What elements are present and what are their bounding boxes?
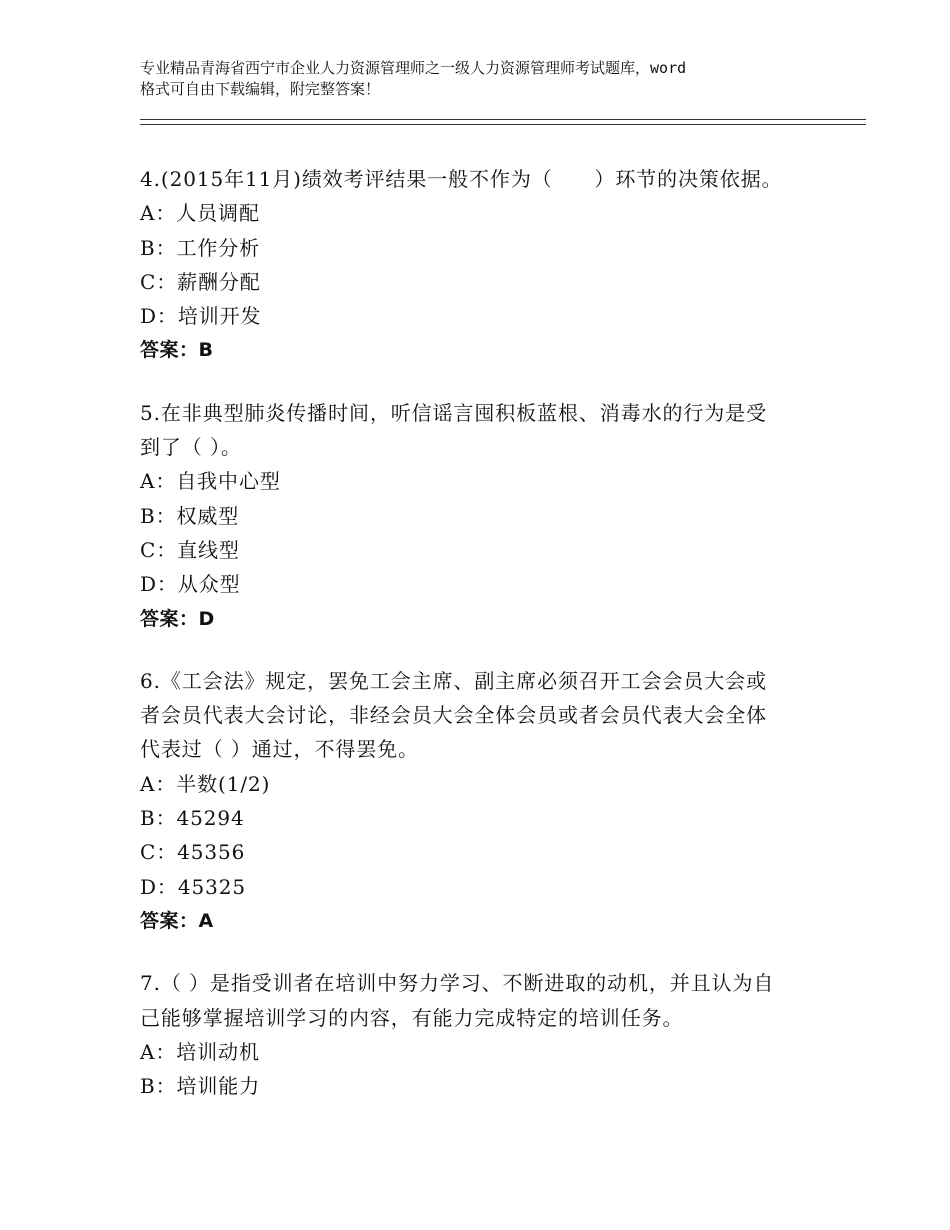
option-a: A：半数(1/2): [140, 771, 271, 796]
question-5: [140, 396, 840, 636]
answer-line: 答案：B: [140, 339, 214, 362]
question-7: [140, 966, 840, 1103]
answer-line: 答案：D: [140, 607, 215, 630]
question-stem: 7.（ ）是指受训者在培训中努力学习、不断进取的动机，并且认为自: [140, 971, 775, 996]
option-c: C：薪酬分配: [140, 269, 261, 294]
option-d: D：从众型: [140, 572, 241, 597]
question-stem: 己能够掌握培训学习的内容，有能力完成特定的培训任务。: [140, 1005, 684, 1030]
option-b: B：培训能力: [140, 1074, 261, 1099]
document-header: [140, 58, 840, 100]
option-d: D：培训开发: [140, 304, 262, 329]
question-4: [140, 162, 840, 368]
question-stem: 到了（ ）。: [140, 435, 242, 460]
option-b: B：工作分析: [140, 235, 261, 260]
header-title-line-2: 格式可自由下载编辑，附完整答案！: [140, 80, 381, 98]
answer-line: 答案：A: [140, 909, 214, 932]
option-d: D：45325: [140, 874, 246, 899]
question-stem: 6.《工会法》规定，罢免工会主席、副主席必须召开工会会员大会或: [140, 668, 767, 693]
option-c: C：直线型: [140, 537, 240, 562]
option-a: A：培训动机: [140, 1039, 260, 1064]
question-stem: 者会员代表大会讨论，非经会员大会全体会员或者会员代表大会全体: [140, 703, 767, 728]
option-b: B：45294: [140, 806, 245, 831]
option-c: C：45356: [140, 840, 246, 865]
header-title-line-1: 专业精品青海省西宁市企业人力资源管理师之一级人力资源管理师考试题库，word: [140, 59, 687, 77]
option-a: A：人员调配: [140, 201, 260, 226]
header-divider: [140, 119, 866, 125]
option-a: A：自我中心型: [140, 469, 281, 494]
question-list: [140, 162, 840, 1131]
question-stem: 5.在非典型肺炎传播时间，听信谣言囤积板蓝根、消毒水的行为是受: [140, 400, 767, 425]
question-6: [140, 664, 840, 938]
question-stem: 代表过（ ）通过，不得罢免。: [140, 737, 419, 762]
option-b: B：权威型: [140, 503, 240, 528]
question-stem: 4.(2015年11月)绩效考评结果一般不作为（ ）环节的决策依据。: [140, 167, 783, 191]
